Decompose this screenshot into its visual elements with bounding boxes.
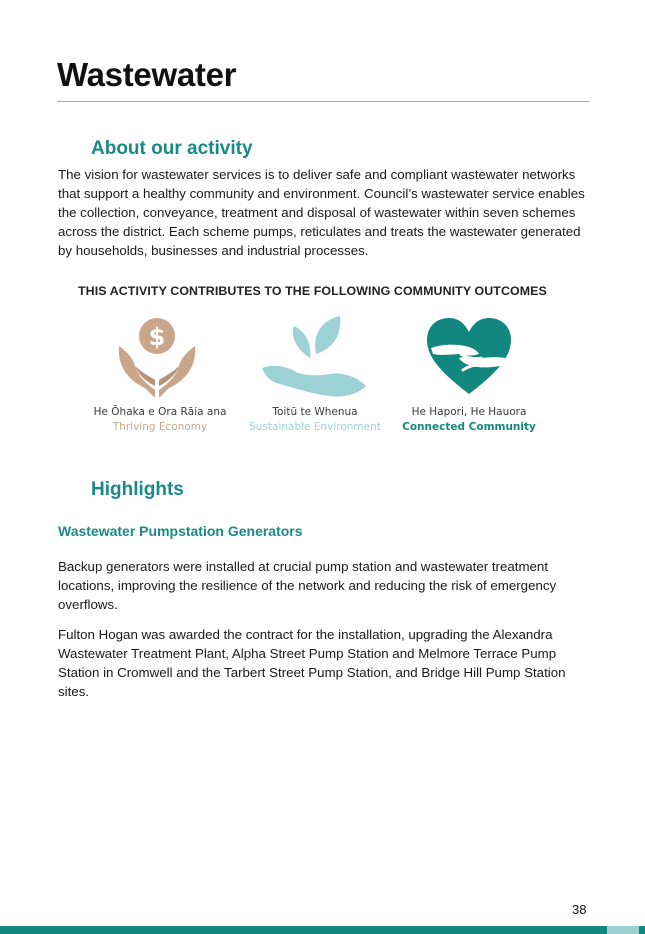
page-title: Wastewater <box>57 56 237 93</box>
outcome-connected-community <box>394 314 544 433</box>
outcome-english-label: Thriving Economy <box>112 421 208 433</box>
page-number: 38 <box>572 902 587 917</box>
hand-leaves-icon <box>260 314 370 398</box>
hands-coin-icon <box>113 314 207 398</box>
heart-hands-icon <box>423 314 515 398</box>
outcome-maori-label: He Ōhaka e Ora Rāia ana <box>93 406 227 418</box>
highlights-heading: Highlights <box>91 479 184 500</box>
highlights-paragraph: Backup generators were installed at crucial pump station and wastewater treatment locations, improving the resilience of the network and reducing the risk of emergency overflows. <box>58 559 557 612</box>
about-heading: About our activity <box>91 138 253 159</box>
outcome-maori-label: Toitū te Whenua <box>272 406 358 418</box>
footer-band-accent <box>607 926 639 934</box>
outcome-sustainable-environment <box>240 314 390 433</box>
outcome-thriving-economy <box>85 314 235 433</box>
highlights-paragraph: Fulton Hogan was awarded the contract for the installation, upgrading the Alexandra Wastewater Treatment Plant, Alpha Street Pump Station and Melmore Terrace Pump Station in Cromwell and the Tarbert Street Pump Station, and Bridge Hill Pump Station sites. <box>58 627 566 699</box>
about-body: The vision for wastewater services is to deliver safe and compliant wastewater networks that support a healthy community and environment. Council’s wastewater service enables the collection, conveyance, treatment and disposal of wastewater within seven schemes across the district. Each scheme pumps, reticulates and treats the wastewater generated by households, businesses and industrial processes. <box>58 167 585 258</box>
footer-band <box>0 926 645 934</box>
outcome-maori-label: He Hapori, He Hauora <box>411 406 527 418</box>
outcome-english-label: Connected Community <box>402 421 536 433</box>
outcome-english-label: Sustainable Environment <box>249 421 381 433</box>
highlights-subheading: Wastewater Pumpstation Generators <box>58 523 303 539</box>
outcomes-caption: THIS ACTIVITY CONTRIBUTES TO THE FOLLOWING COMMUNITY OUTCOMES <box>78 284 547 298</box>
title-divider <box>57 101 589 102</box>
svg-text:$: $ <box>148 323 166 351</box>
